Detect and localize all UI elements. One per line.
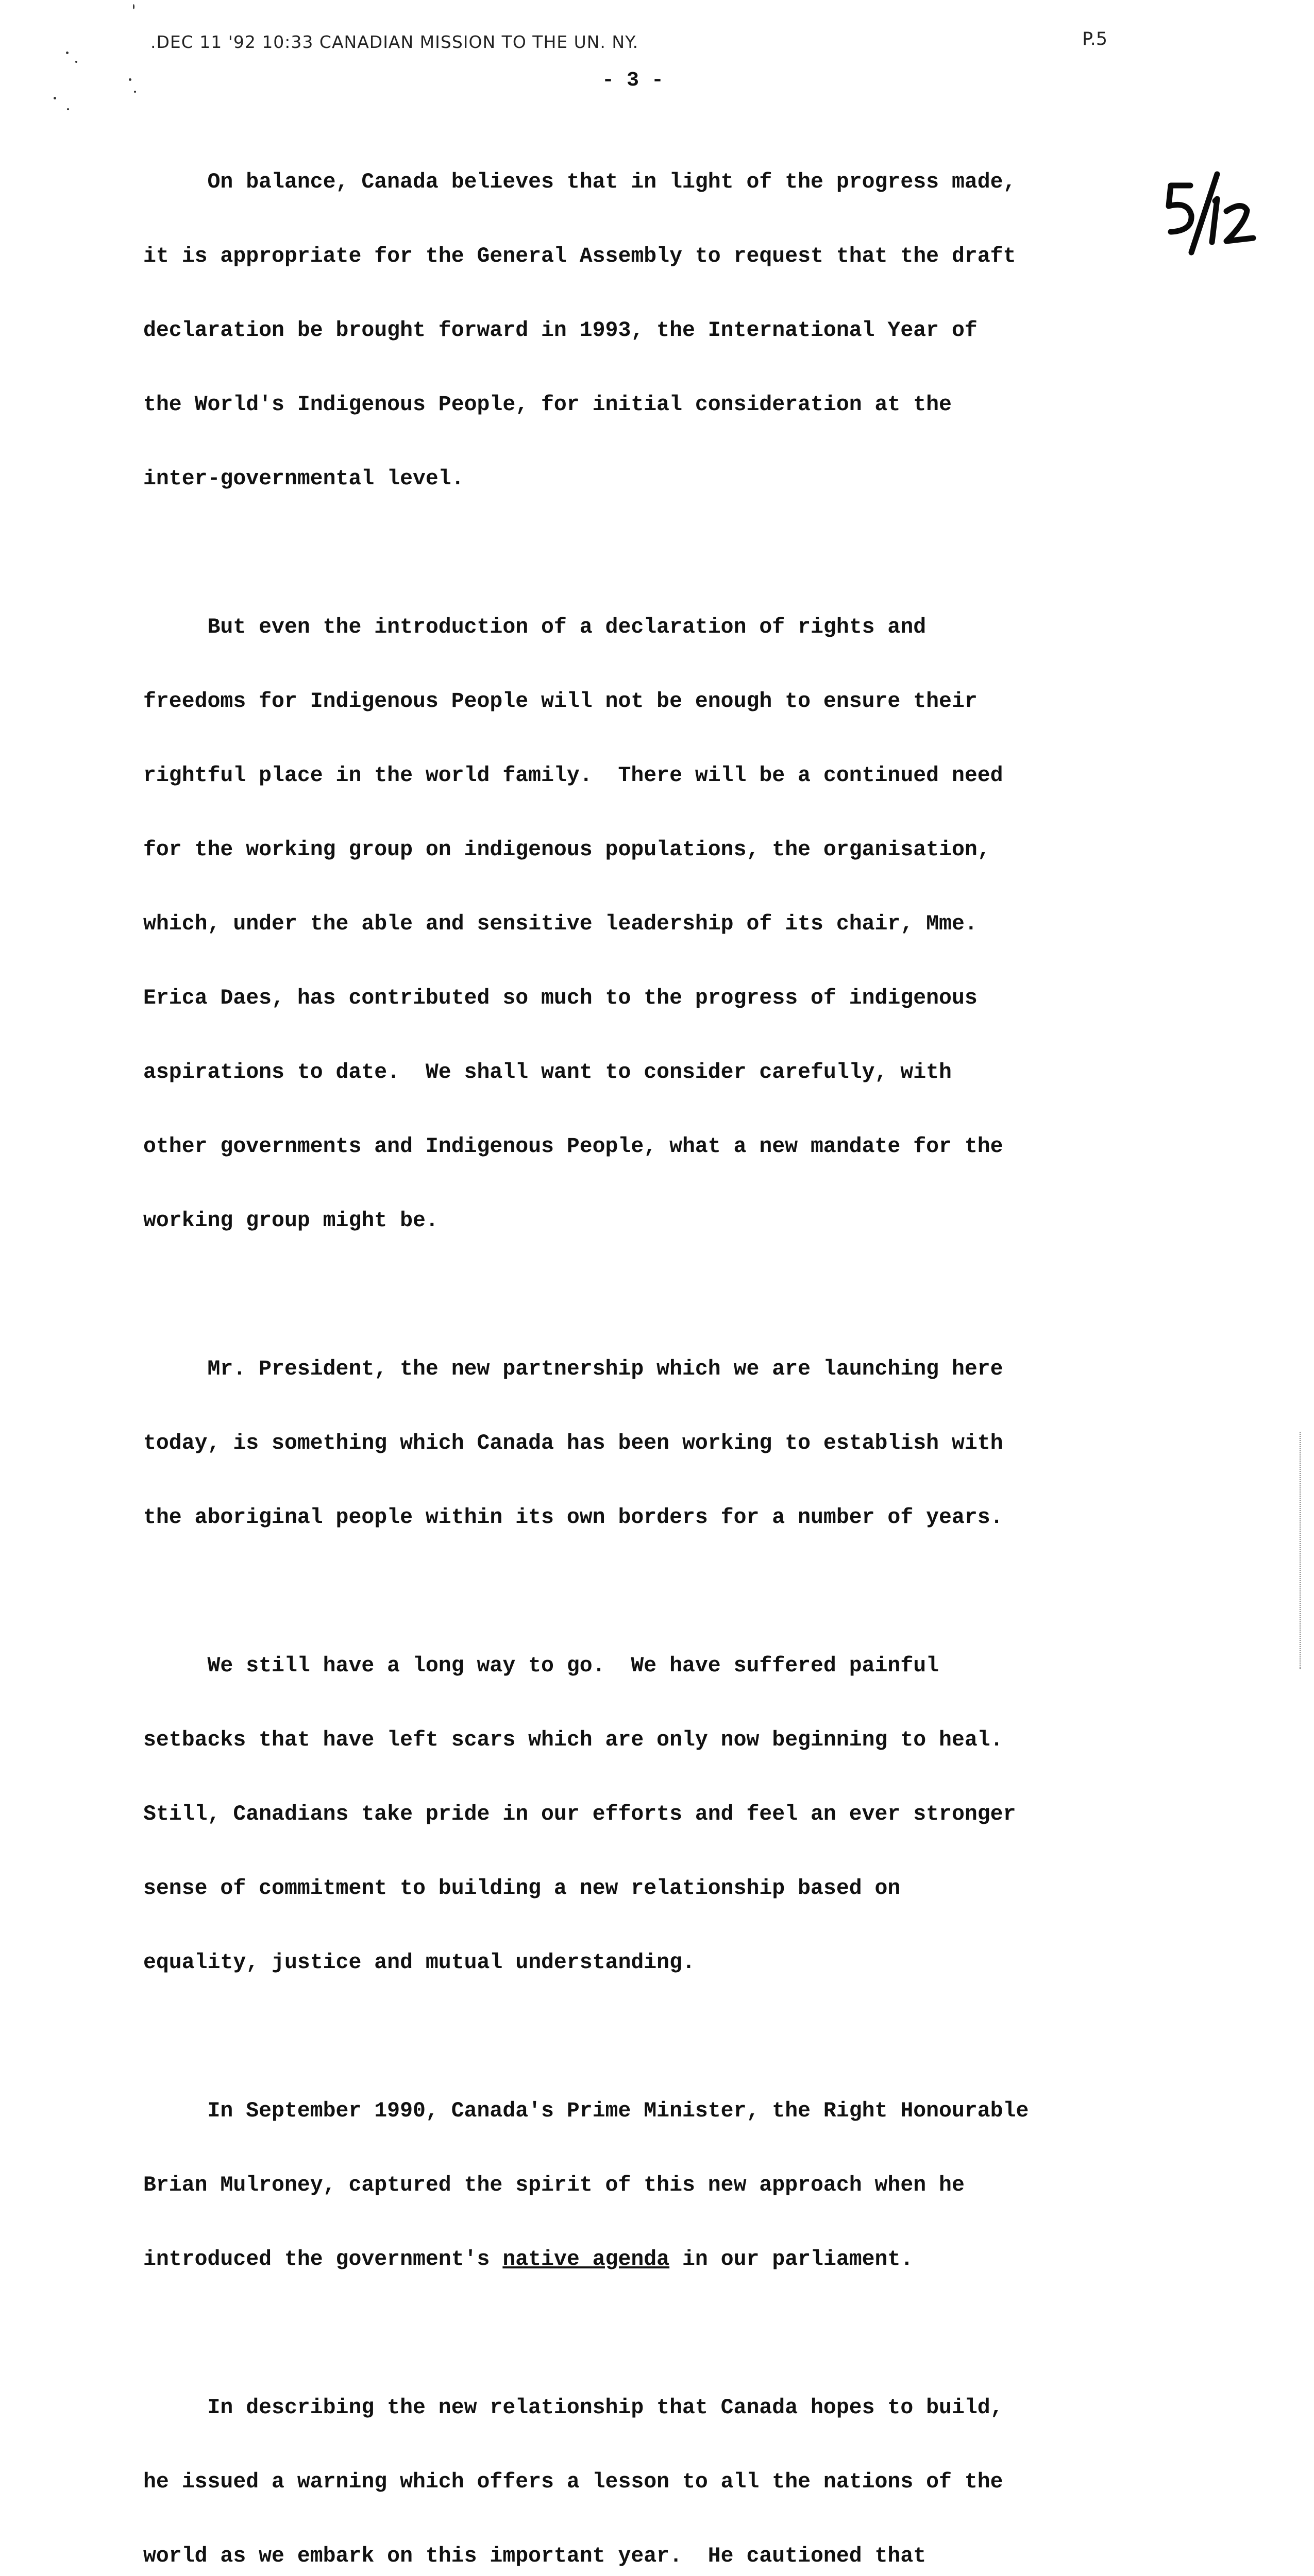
paragraph-4 — [143, 1604, 1174, 2025]
text-line: he issued a warning which offers a lesson to all the nations of the — [143, 2470, 1003, 2494]
paragraph-5 — [143, 2049, 1174, 2321]
scan-speck — [134, 91, 136, 93]
text-line: Erica Daes, has contributed so much to the progress of indigenous — [143, 986, 978, 1010]
text-line: which, under the able and sensitive leadership of its chair, Mme. — [143, 912, 978, 936]
scan-edge-marks — [1300, 1432, 1303, 1669]
text-line: today, is something which Canada has been working to establish with — [143, 1431, 1003, 1455]
text-line: it is appropriate for the General Assembly to request that the draft — [143, 244, 1016, 268]
text-line: But even the introduction of a declaration of rights and — [143, 615, 926, 639]
native-agenda-underlined: native agenda — [502, 2247, 670, 2272]
text-line: Mr. President, the new partnership which we are launching here — [143, 1357, 1003, 1381]
text-line: sense of commitment to building a new relationship based on — [143, 1876, 901, 1901]
handwritten-annotation — [1159, 170, 1262, 258]
scan-speck — [133, 4, 134, 9]
text-line: other governments and Indigenous People, what a new mandate for the — [143, 1134, 1003, 1159]
scan-speck — [67, 108, 69, 110]
text-line: world as we embark on this important year. He cautioned that — [143, 2544, 926, 2568]
fax-page-number: P.5 — [1082, 29, 1108, 49]
text-line: On balance, Canada believes that in light of the progress made, — [143, 170, 1016, 194]
text-line: Brian Mulroney, captured the spirit of this new approach when he — [143, 2173, 965, 2197]
fax-header-line: .DEC 11 '92 10:33 CANADIAN MISSION TO THE UN. NY. — [150, 32, 639, 52]
text-line: In describing the new relationship that Canada hopes to build, — [143, 2396, 1003, 2420]
paragraph-3 — [143, 1308, 1174, 1580]
text-line: We still have a long way to go. We have suffered painful — [143, 1654, 939, 1678]
scan-speck — [129, 78, 131, 81]
scan-speck — [66, 52, 69, 54]
text-segment: introduced the government's — [143, 2247, 503, 2272]
text-line: for the working group on indigenous populations, the organisation, — [143, 838, 990, 862]
text-line-with-underline — [143, 2247, 1174, 2272]
text-line: setbacks that have left scars which are only now beginning to heal. — [143, 1728, 1003, 1752]
text-line: rightful place in the world family. There will be a continued need — [143, 764, 1003, 788]
paragraph-1 — [143, 121, 1174, 541]
letter-body — [143, 121, 1174, 2576]
text-line: the World's Indigenous People, for initial consideration at the — [143, 393, 952, 417]
text-line: Still, Canadians take pride in our efforts and feel an ever stronger — [143, 1802, 1016, 1826]
paragraph-6 — [143, 2346, 1174, 2576]
page-number: - 3 - — [602, 69, 664, 92]
text-line: inter-governmental level. — [143, 467, 464, 491]
text-line: freedoms for Indigenous People will not be enough to ensure their — [143, 689, 978, 714]
text-line: In September 1990, Canada's Prime Minister, the Right Honourable — [143, 2099, 1029, 2123]
paragraph-2 — [143, 566, 1174, 1283]
text-line: aspirations to date. We shall want to consider carefully, with — [143, 1060, 952, 1084]
scan-speck — [54, 97, 56, 99]
text-line: the aboriginal people within its own borders for a number of years. — [143, 1505, 1003, 1530]
scan-speck — [75, 61, 77, 63]
text-line: equality, justice and mutual understanding. — [143, 1951, 695, 1975]
text-line: working group might be. — [143, 1209, 439, 1233]
text-segment: in our parliament. — [669, 2247, 914, 2272]
text-line: declaration be brought forward in 1993, the International Year of — [143, 318, 978, 343]
